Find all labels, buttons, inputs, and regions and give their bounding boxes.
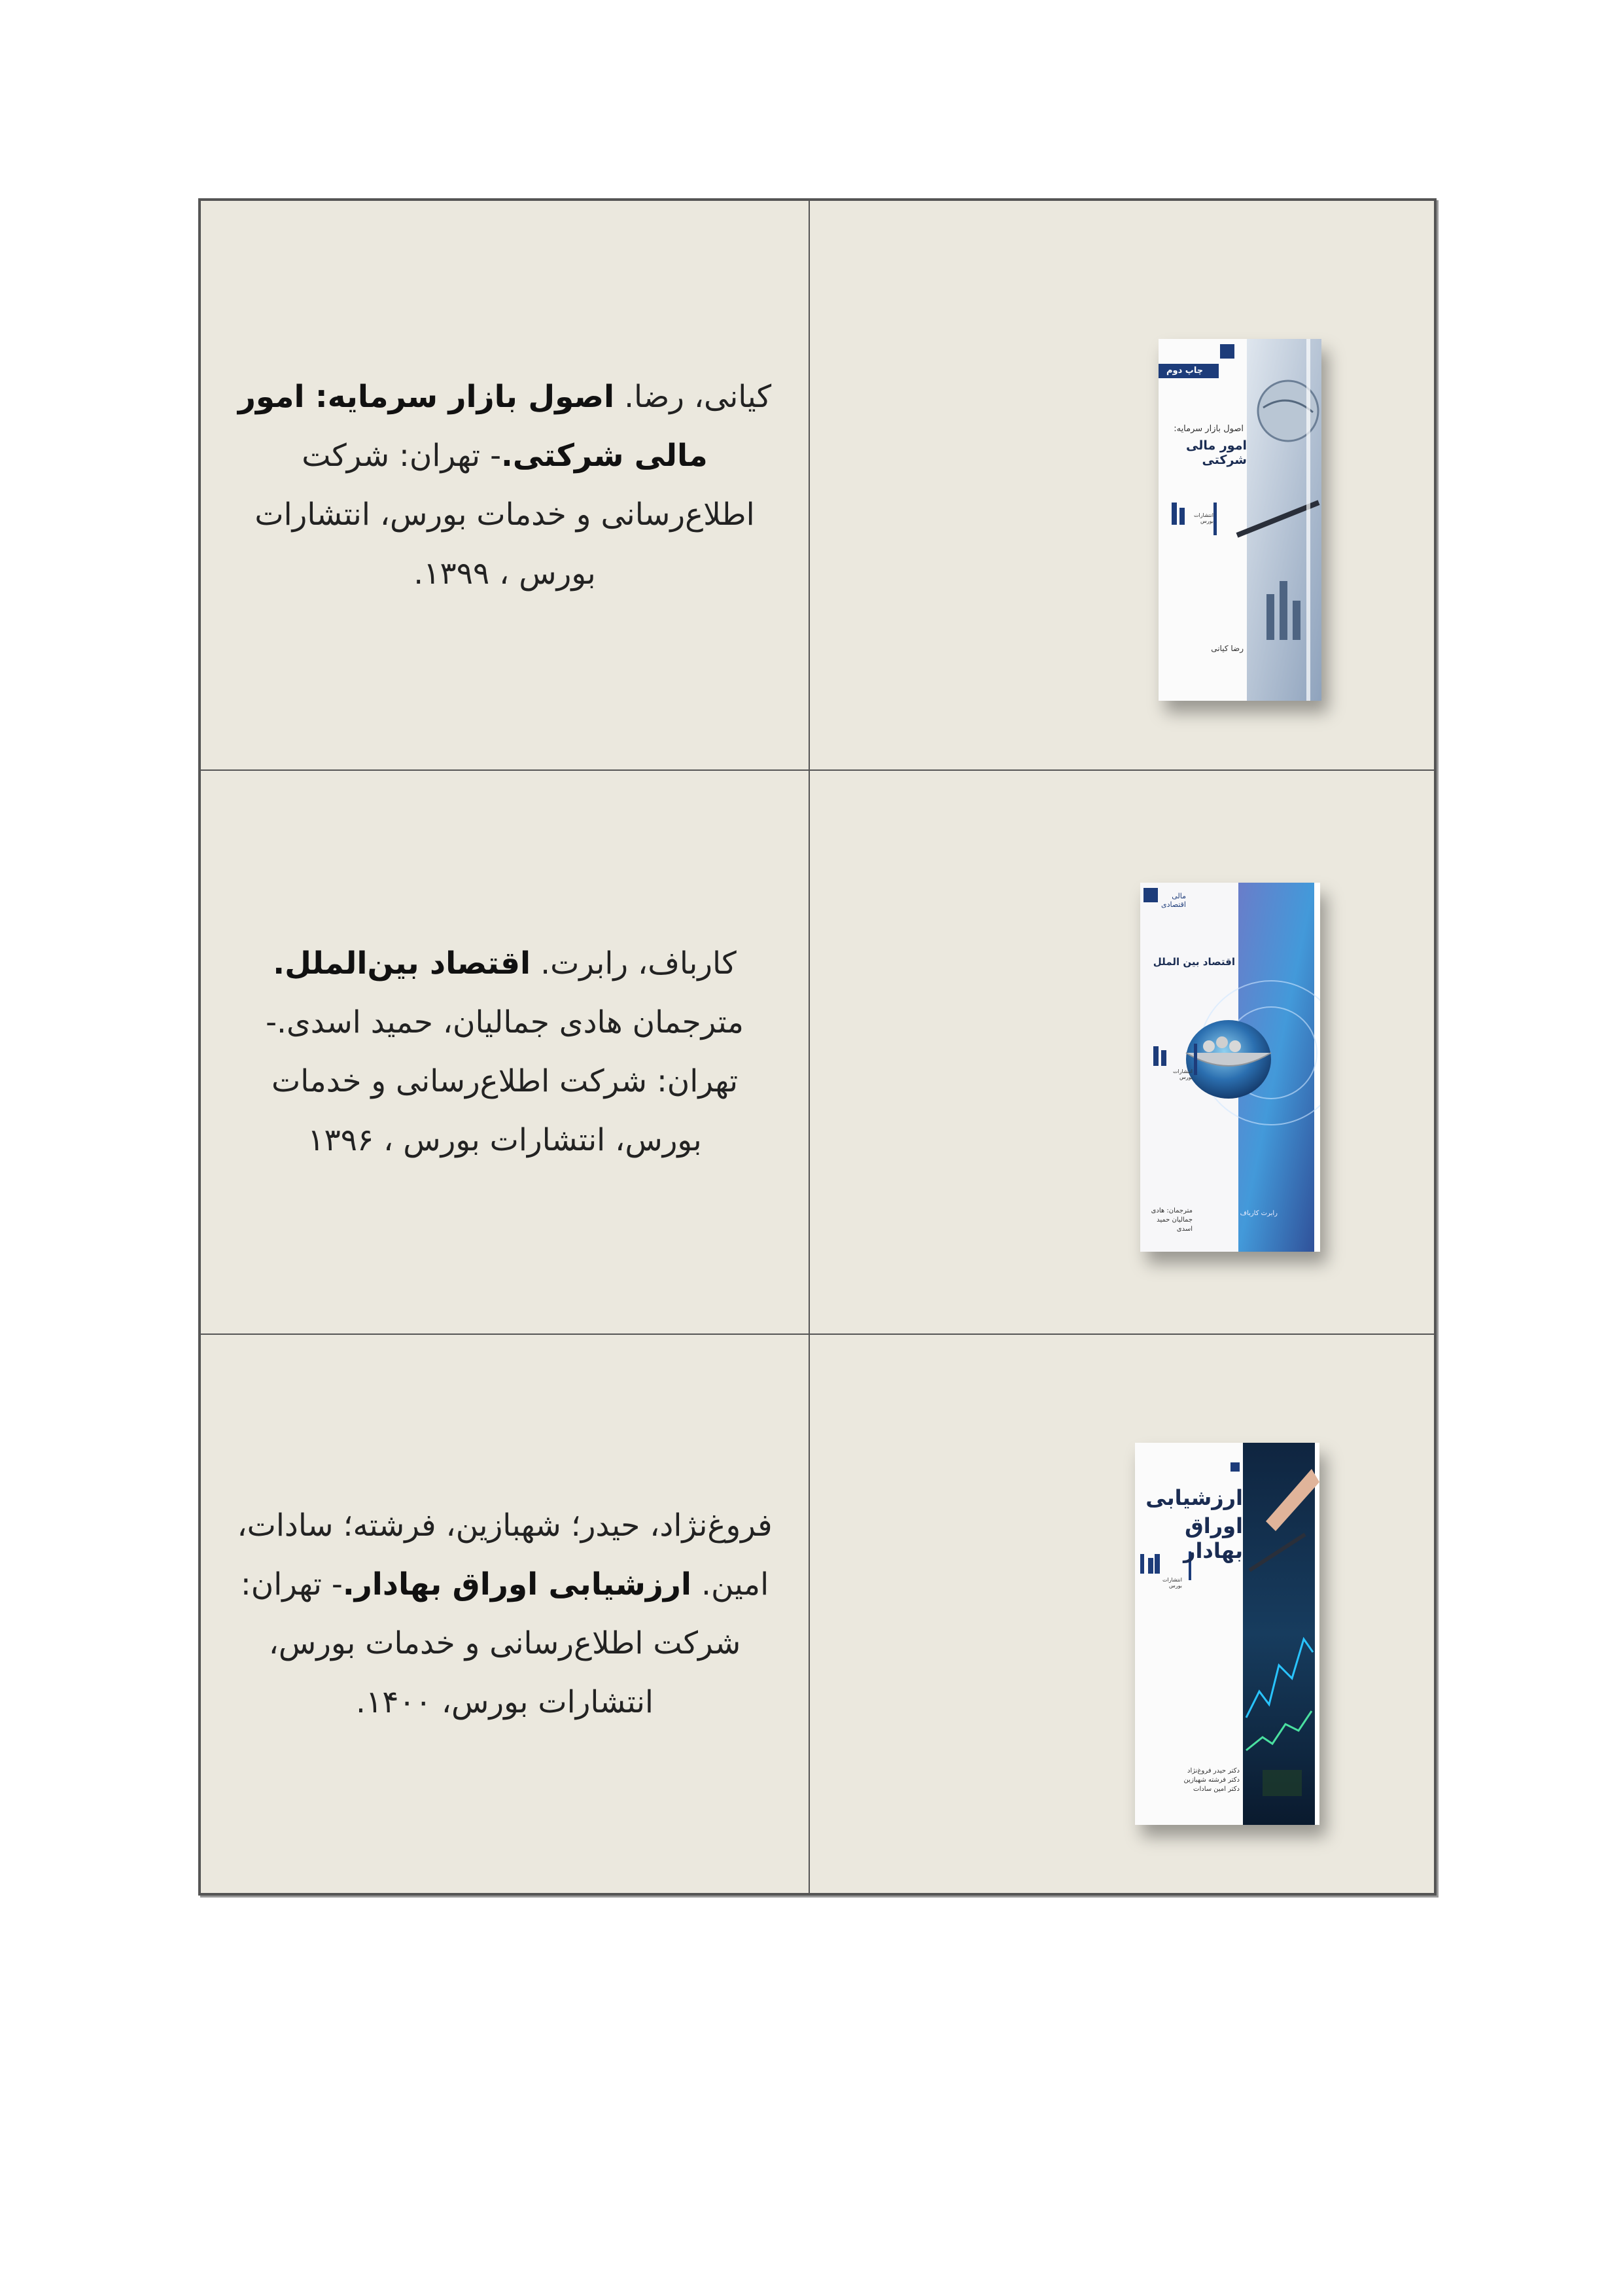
book-cover-image <box>1159 339 1321 701</box>
table-row <box>201 769 1434 1333</box>
book-cover-image <box>1135 1443 1319 1825</box>
cover-author: رابرت کارباف <box>1240 1210 1278 1217</box>
citation-publication: مترجمان هادی جمالیان، حمید اسدی.- تهران: شرکت اطلاع‌رسانی و خدمات بورس، انتشارات بورس ، ۱۳۹۶ <box>266 1004 744 1158</box>
citation-author: کیانی، رضا. <box>624 378 772 415</box>
citation-text <box>230 368 780 603</box>
cover-author: رضا کیانی <box>1211 644 1244 653</box>
cover-artwork <box>1140 883 1320 1252</box>
bibliography-table <box>198 198 1437 1896</box>
cover-publisher: انتشارات بورس <box>1162 1577 1182 1589</box>
citation-cell <box>201 201 809 769</box>
cover-translators: مترجمان: هادی جمالیان حمید اسدی <box>1151 1207 1193 1233</box>
cover-publisher: انتشارات بورس <box>1172 1069 1193 1080</box>
book-cover-image <box>1140 883 1320 1252</box>
citation-publication: - تهران: شرکت اطلاع‌رسانی و خدمات بورس، انتشارات بورس ، ۱۳۹۹. <box>254 437 755 592</box>
table-row <box>201 1333 1434 1893</box>
cover-title-line2: اوراق بهادار <box>1183 1513 1243 1563</box>
citation-author: کارباف، رابرت. <box>540 945 737 981</box>
citation-author: فروغ‌نژاد، حیدر؛ شهبازین، فرشته؛ سادات، امین. <box>237 1507 773 1602</box>
cover-title-line1: ارزشیابی <box>1145 1485 1243 1510</box>
citation-text <box>230 1496 780 1732</box>
citation-text <box>230 934 780 1170</box>
cover-cell <box>810 201 1434 769</box>
cover-title: اقتصاد بین الملل <box>1153 956 1235 968</box>
citation-publication: - تهران: شرکت اطلاع‌رسانی و خدمات بورس، انتشارات بورس، ۱۴۰۰. <box>240 1566 741 1720</box>
cover-edition-label: چاپ دوم <box>1166 366 1204 376</box>
cover-title-large: امور مالی شرکتی <box>1186 438 1247 467</box>
cover-title-small: اصول بازار سرمایه: <box>1174 424 1244 434</box>
citation-title: اصول بازار سرمایه: امور مالی شرکتی. <box>237 378 708 474</box>
cover-publisher: انتشارات بورس <box>1193 512 1213 524</box>
table-row <box>201 201 1434 769</box>
citation-cell <box>201 771 809 1333</box>
citation-title: ارزشیابی اوراق بهادار. <box>342 1566 692 1602</box>
cover-authors: دکتر حیدر فروغ‌نژاد دکتر فرشته شهبازین دکتر امین سادات <box>1183 1767 1240 1793</box>
cover-cell <box>810 1335 1434 1893</box>
cover-cell <box>810 771 1434 1333</box>
citation-title: اقتصاد بین‌الملل. <box>273 945 531 981</box>
citation-cell <box>201 1335 809 1893</box>
